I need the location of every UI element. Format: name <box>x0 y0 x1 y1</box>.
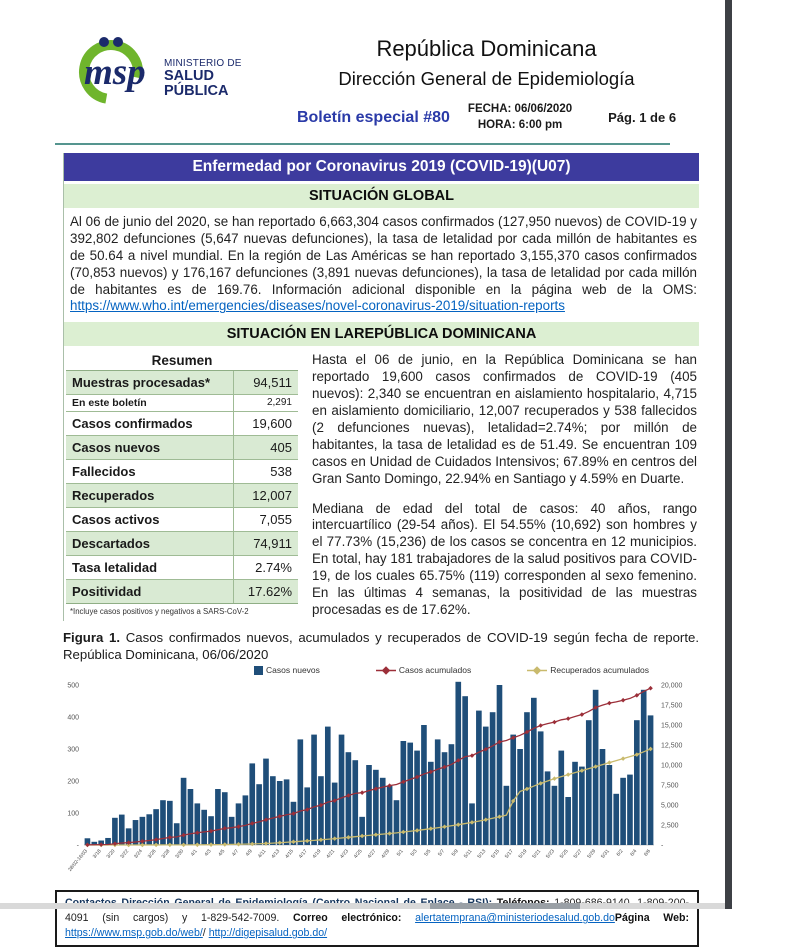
disease-banner: Enfermedad por Coronavirus 2019 (COVID-19)(U07) <box>64 153 699 181</box>
table-row-value: 17.62% <box>247 584 292 600</box>
chart-shape <box>552 720 557 725</box>
bulletin-meta-row <box>274 102 699 133</box>
ministry-line2: SALUD PÚBLICA <box>164 68 229 100</box>
footer-web-label: Página Web: <box>614 912 689 925</box>
legend-label: Casos nuevos <box>266 665 320 676</box>
chart-shape <box>284 779 290 845</box>
axis-tick-label: 20,000 <box>661 682 683 690</box>
table-row-label: Recuperados <box>66 484 234 507</box>
table-row-value: 2,291 <box>266 397 292 409</box>
table-row-label: Casos confirmados <box>66 412 234 435</box>
table-row-value: 74,911 <box>253 536 292 552</box>
table-row <box>66 508 298 532</box>
axis-tick-label: 4/3 <box>203 848 213 858</box>
chart-shape <box>490 712 496 845</box>
table-row <box>66 412 298 436</box>
axis-tick-label: 3/22 <box>119 848 131 860</box>
line-marker-icon <box>376 666 396 675</box>
figure-caption-text: Casos confirmados nuevos, acumulados y recuperados de COVID-19 según fecha de reporte. República Dominicana, 06/06/2020 <box>63 629 699 662</box>
chart-shape <box>648 715 654 845</box>
axis-tick-label: 4/7 <box>230 848 241 858</box>
chart-shape <box>325 727 331 845</box>
axis-tick-label: 5/5 <box>423 848 433 858</box>
axis-tick-label: 200 <box>67 778 79 786</box>
axis-tick-label: 400 <box>67 714 79 722</box>
table-row <box>66 532 298 556</box>
axis-tick-label: 4/9 <box>244 848 254 858</box>
chart-shape <box>627 775 633 845</box>
axis-tick-label: 28/02-16/03 <box>67 848 89 873</box>
table-row-value: 7,055 <box>259 512 292 528</box>
axis-tick-label: 5/13 <box>476 848 488 860</box>
table-row-label: Muestras procesadas* <box>66 371 234 394</box>
chart-shape <box>565 797 571 845</box>
summary-footnote: *Incluye casos positivos y negativos a SARS-CoV-2 <box>70 607 249 617</box>
axis-tick-label: 4/17 <box>297 848 309 860</box>
axis-tick-label: 4/21 <box>325 848 337 860</box>
axis-tick-label: 3/28 <box>160 848 172 860</box>
axis-tick-label: 5/17 <box>503 848 515 860</box>
ministry-line1: MINISTERIO DE <box>164 57 242 69</box>
viewer-right-edge <box>725 0 732 909</box>
dr-text-column <box>312 350 699 618</box>
chart-shape <box>332 783 338 845</box>
chart-shape <box>435 739 441 845</box>
chart-shape <box>366 765 372 845</box>
chart-shape <box>401 741 407 845</box>
chart-shape <box>270 776 276 845</box>
dr-columns <box>64 346 699 620</box>
directorate-subtitle: Dirección General de Epidemiología <box>338 68 635 89</box>
chart-shape <box>229 817 235 845</box>
legend-label: Casos acumulados <box>398 665 472 676</box>
chart-shape <box>620 778 626 845</box>
axis-tick-label: 5/1 <box>395 848 405 858</box>
chart-shape <box>641 690 647 845</box>
summary-title: Resumen <box>151 353 213 369</box>
axis-tick-label: 5/25 <box>558 848 570 860</box>
chart-shape <box>421 725 427 845</box>
msp-logo <box>78 30 274 110</box>
axis-tick-label: 4/11 <box>256 848 268 860</box>
chart-shape <box>607 765 613 845</box>
axis-tick-label: 5/3 <box>409 848 419 858</box>
footer-web-link-1[interactable]: https://www.msp.gob.do/web/ <box>65 927 203 940</box>
table-row <box>66 484 298 508</box>
axis-tick-label: 6/6 <box>643 848 653 858</box>
chart-shape <box>580 712 585 717</box>
table-row-value: 94,511 <box>253 375 292 391</box>
chart-shape <box>648 686 653 691</box>
chart-shape <box>256 784 262 845</box>
chart-shape <box>263 759 269 845</box>
footer-email-label: Correo electrónico: <box>292 912 402 925</box>
axis-tick-label: 12,500 <box>661 742 683 750</box>
table-row-label: Descartados <box>66 532 234 555</box>
legend-item-recuperados <box>527 665 649 675</box>
axis-tick-label: 4/19 <box>311 848 323 860</box>
chart-shape <box>318 776 324 845</box>
table-row-value: 405 <box>270 440 292 456</box>
chart-shape <box>483 727 489 845</box>
table-row-value: 538 <box>270 464 292 480</box>
chart-shape <box>215 789 221 845</box>
axis-tick-label: 300 <box>67 746 79 754</box>
chart-shape <box>476 711 482 845</box>
line-marker-icon <box>527 666 547 675</box>
chart-shape <box>545 771 551 845</box>
chart-shape <box>552 776 557 781</box>
chart-shape <box>607 701 612 706</box>
chart-shape <box>407 743 413 845</box>
axis-tick-label: 100 <box>67 810 79 818</box>
axis-tick-label: 4/13 <box>270 848 282 860</box>
table-row <box>66 460 298 484</box>
chart-shape <box>201 810 207 845</box>
chart-shape <box>558 751 564 845</box>
chart-shape <box>538 731 544 845</box>
chart-shape <box>517 749 523 845</box>
chart-shape <box>566 716 571 721</box>
table-row <box>66 580 298 603</box>
footer-web-link-2[interactable]: http://digepisalud.gob.do/ <box>208 927 328 940</box>
axis-tick-label: 5/7 <box>437 848 447 858</box>
summary-table <box>66 370 298 604</box>
axis-tick-label: 5/21 <box>531 848 543 860</box>
chart-shape <box>621 698 626 703</box>
chart-shape <box>304 787 310 845</box>
table-row-value: 2.74% <box>255 560 292 576</box>
bar-swatch-icon <box>254 666 263 675</box>
table-row-label: Casos nuevos <box>66 436 234 459</box>
chart-shape <box>394 800 400 845</box>
chart-shape <box>607 760 612 765</box>
axis-tick-label: 4/15 <box>284 848 295 860</box>
bulletin-date: FECHA: 06/06/2020 <box>467 103 573 115</box>
chart-shape <box>572 762 578 845</box>
axis-tick-label: 3/24 <box>133 848 144 860</box>
legend-item-casos-acumulados <box>376 665 471 675</box>
table-row-value: 12,007 <box>252 488 292 504</box>
legend-label: Recuperados acumulados <box>550 665 649 676</box>
axis-tick-label: 4/1 <box>189 848 199 858</box>
table-row <box>66 395 298 412</box>
svg-text:msp: msp <box>84 52 146 93</box>
axis-tick-label: 5/19 <box>517 848 529 860</box>
section-global-heading: SITUACIÓN GLOBAL <box>64 184 699 208</box>
dr-paragraph-2: Mediana de edad del total de casos: 40 años, rango intercuartílico (29-54 años). El 54.55% (10,692) son hombres y el 77.73% (15,236) de los casos se concentra en 12 municipios. En total, hay 181 trabajadores de la salud positivos para COVID-19, de los cuales 65.75% (119) corresponden al sexo femenino. En las últimas 4 semanas, la positividad de las muestras procesadas es de 17.62%. <box>312 500 697 617</box>
combo-chart <box>48 675 708 879</box>
chart-shape <box>552 786 558 845</box>
chart-shape <box>449 744 455 845</box>
axis-tick-label: 500 <box>67 682 79 690</box>
table-row-label: Fallecidos <box>66 460 234 483</box>
msp-logo-icon <box>78 30 160 110</box>
chart-shape <box>613 794 619 845</box>
page-header <box>0 0 725 133</box>
table-row-label: Casos activos <box>66 508 234 531</box>
chart-shape <box>112 818 118 845</box>
axis-tick-label: 3/18 <box>91 848 103 860</box>
chart-legend <box>118 665 785 675</box>
chart-shape <box>387 786 393 845</box>
figure1-chart <box>48 665 715 884</box>
table-row <box>66 371 298 395</box>
figure-caption <box>63 629 699 663</box>
chart-shape <box>579 767 585 845</box>
chart-shape <box>455 682 461 845</box>
horizontal-scrollbar[interactable] <box>0 903 725 909</box>
global-paragraph <box>64 208 699 319</box>
axis-tick-label: 4/23 <box>339 848 350 860</box>
footer-contacts <box>55 890 699 947</box>
main-content <box>63 153 699 621</box>
page-number: Pág. 1 de 6 <box>608 110 677 126</box>
axis-tick-label: 4/29 <box>380 848 392 860</box>
section-dr-heading: SITUACIÓN EN LAREPÚBLICA DOMINICANA <box>64 322 699 346</box>
axis-tick-label: 4/27 <box>366 848 378 860</box>
chart-shape <box>531 698 537 845</box>
axis-tick-label: 7,500 <box>661 782 679 790</box>
dr-paragraph-1: Hasta el 06 de junio, en la República Dominicana se han reportado 19,600 casos confirmados de COVID-19 (405 nuevos): 2,340 se encuentran en aislamiento hospitalario, 4,715 en aislamiento domiciliario, 12,007 recuperados y 538 fallecidos (2 defunciones nuevas), letalidad=2.74%; por millón de habitantes, la tasa de letalidad es de 51.49. Se encuentran 109 casos en Unidad de Cuidados Intensivos; 67.89% en centros del Gran Santo Domingo, 22.94% en Santiago y 4.59% en Duarte. <box>312 352 697 486</box>
axis-tick-label: 5/29 <box>586 848 598 860</box>
axis-tick-label: 3/20 <box>105 848 117 860</box>
chart-shape <box>188 789 194 845</box>
chart-shape <box>510 735 516 845</box>
footer-web-separator: / <box>202 927 209 940</box>
footer-phones: 4091 (sin cargos) y 1-829-542-7009. <box>65 912 280 925</box>
chart-shape <box>311 735 317 845</box>
axis-tick-label: - <box>661 842 664 850</box>
chart-shape <box>222 792 228 845</box>
chart-shape <box>346 752 352 845</box>
axis-tick-label: 3/26 <box>146 848 158 860</box>
axis-tick-label: 3/30 <box>174 848 186 860</box>
axis-tick-label: 15,000 <box>661 722 683 730</box>
bulletin-time: HORA: 6:00 pm <box>477 118 563 131</box>
chart-shape <box>566 772 571 777</box>
country-title: República Dominicana <box>376 36 597 61</box>
ministry-name <box>164 59 274 100</box>
axis-tick-label: 4/5 <box>217 848 227 858</box>
chart-shape <box>428 762 434 845</box>
header-divider <box>55 143 670 145</box>
chart-shape <box>298 739 304 845</box>
chart-shape <box>360 790 365 795</box>
axis-tick-label: 6/4 <box>629 848 639 858</box>
chart-shape <box>243 795 249 845</box>
axis-tick-label: 6/2 <box>615 848 625 858</box>
chart-shape <box>339 735 345 845</box>
axis-tick-label: 5/23 <box>545 848 556 860</box>
chart-shape <box>352 760 358 845</box>
axis-tick-label: 2,500 <box>661 822 679 830</box>
chart-shape <box>359 817 365 845</box>
axis-tick-label: 5/11 <box>462 848 474 860</box>
chart-shape <box>194 803 200 845</box>
table-row-label: En este boletín <box>66 395 234 411</box>
table-row-value: 19,600 <box>252 416 292 432</box>
chart-shape <box>634 720 640 845</box>
scrollbar-thumb[interactable] <box>430 903 580 909</box>
header-titles <box>274 30 699 133</box>
chart-shape <box>470 753 475 758</box>
table-row-label: Tasa letalidad <box>66 556 234 579</box>
summary-column <box>66 350 298 618</box>
chart-shape <box>119 815 125 845</box>
chart-shape <box>277 781 283 845</box>
who-link[interactable]: https://www.who.int/emergencies/diseases/novel-coronavirus-2019/situation-reports <box>70 298 565 314</box>
footer-email-link[interactable]: alertatemprana@ministeriodesalud.gob.do <box>415 912 615 925</box>
axis-tick-label: 4/25 <box>352 848 364 860</box>
bulletin-number: Boletín especial #80 <box>296 108 450 126</box>
chart-shape <box>236 803 242 845</box>
chart-shape <box>497 685 503 845</box>
axis-tick-label: 17,500 <box>661 702 683 710</box>
chart-shape <box>621 756 626 761</box>
figure-caption-label: Figura 1. <box>63 629 121 645</box>
axis-tick-label: 5/27 <box>572 848 584 860</box>
chart-shape <box>586 720 592 845</box>
axis-tick-label: 5/31 <box>600 848 611 860</box>
chart-shape <box>249 763 255 845</box>
table-row-label: Positividad <box>66 580 234 603</box>
chart-shape <box>291 802 297 845</box>
table-row <box>66 436 298 460</box>
axis-tick-label: 5,000 <box>661 802 679 810</box>
bulletin-datetime <box>468 102 572 133</box>
axis-tick-label: 5/9 <box>450 848 460 858</box>
axis-tick-label: 10,000 <box>661 762 683 770</box>
table-row <box>66 556 298 580</box>
axis-tick-label: 5/15 <box>490 848 502 860</box>
axis-tick-label: - <box>76 842 79 850</box>
chart-shape <box>174 823 180 845</box>
chart-shape <box>538 723 543 728</box>
legend-item-casos-nuevos <box>254 665 320 675</box>
global-paragraph-text: Al 06 de junio del 2020, se han reportado 6,663,304 casos confirmados (127,950 nuevos) de COVID-19 y 392,802 defunciones (5,647 nuevas defunciones), la tasa de letalidad por cada millón de habitantes es de 50.64 a nivel mundial. En la región de Las Américas se han reportado 3,155,370 casos confirmados (70,853 nuevos) y 176,167 defunciones (3,891 nuevas defunciones), la tasa de letalidad por cada millón de habitantes es de 169.76. Información adicional disponible en la página web de la OMS: <box>70 214 697 297</box>
